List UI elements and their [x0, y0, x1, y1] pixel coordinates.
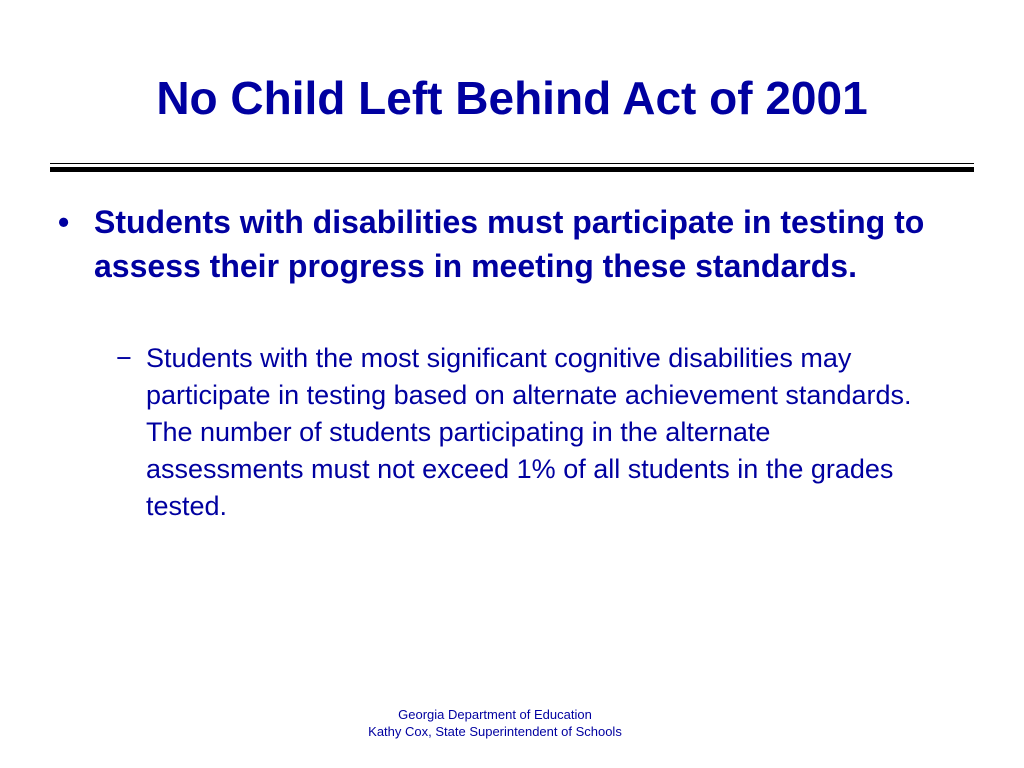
slide-title: No Child Left Behind Act of 2001: [156, 72, 868, 124]
title-divider-thick: [50, 167, 974, 172]
main-bullet-text: Students with disabilities must participate in testing to assess their progress in meeting these standards.: [94, 204, 925, 284]
footer-superintendent: Kathy Cox, State Superintendent of Schools: [368, 724, 622, 739]
sub-bullet-marker: −: [116, 343, 132, 373]
title-divider-thin: [50, 163, 974, 164]
bullet-marker: •: [58, 204, 70, 240]
sub-bullet-text: Students with the most significant cognitive disabilities may participate in testing based on alternate achievement standards. The number of students participating in the alternate assessments must not exceed 1% of all students in the grades tested.: [146, 343, 934, 521]
footer: [0, 706, 990, 740]
footer-organization: Georgia Department of Education: [398, 707, 592, 722]
